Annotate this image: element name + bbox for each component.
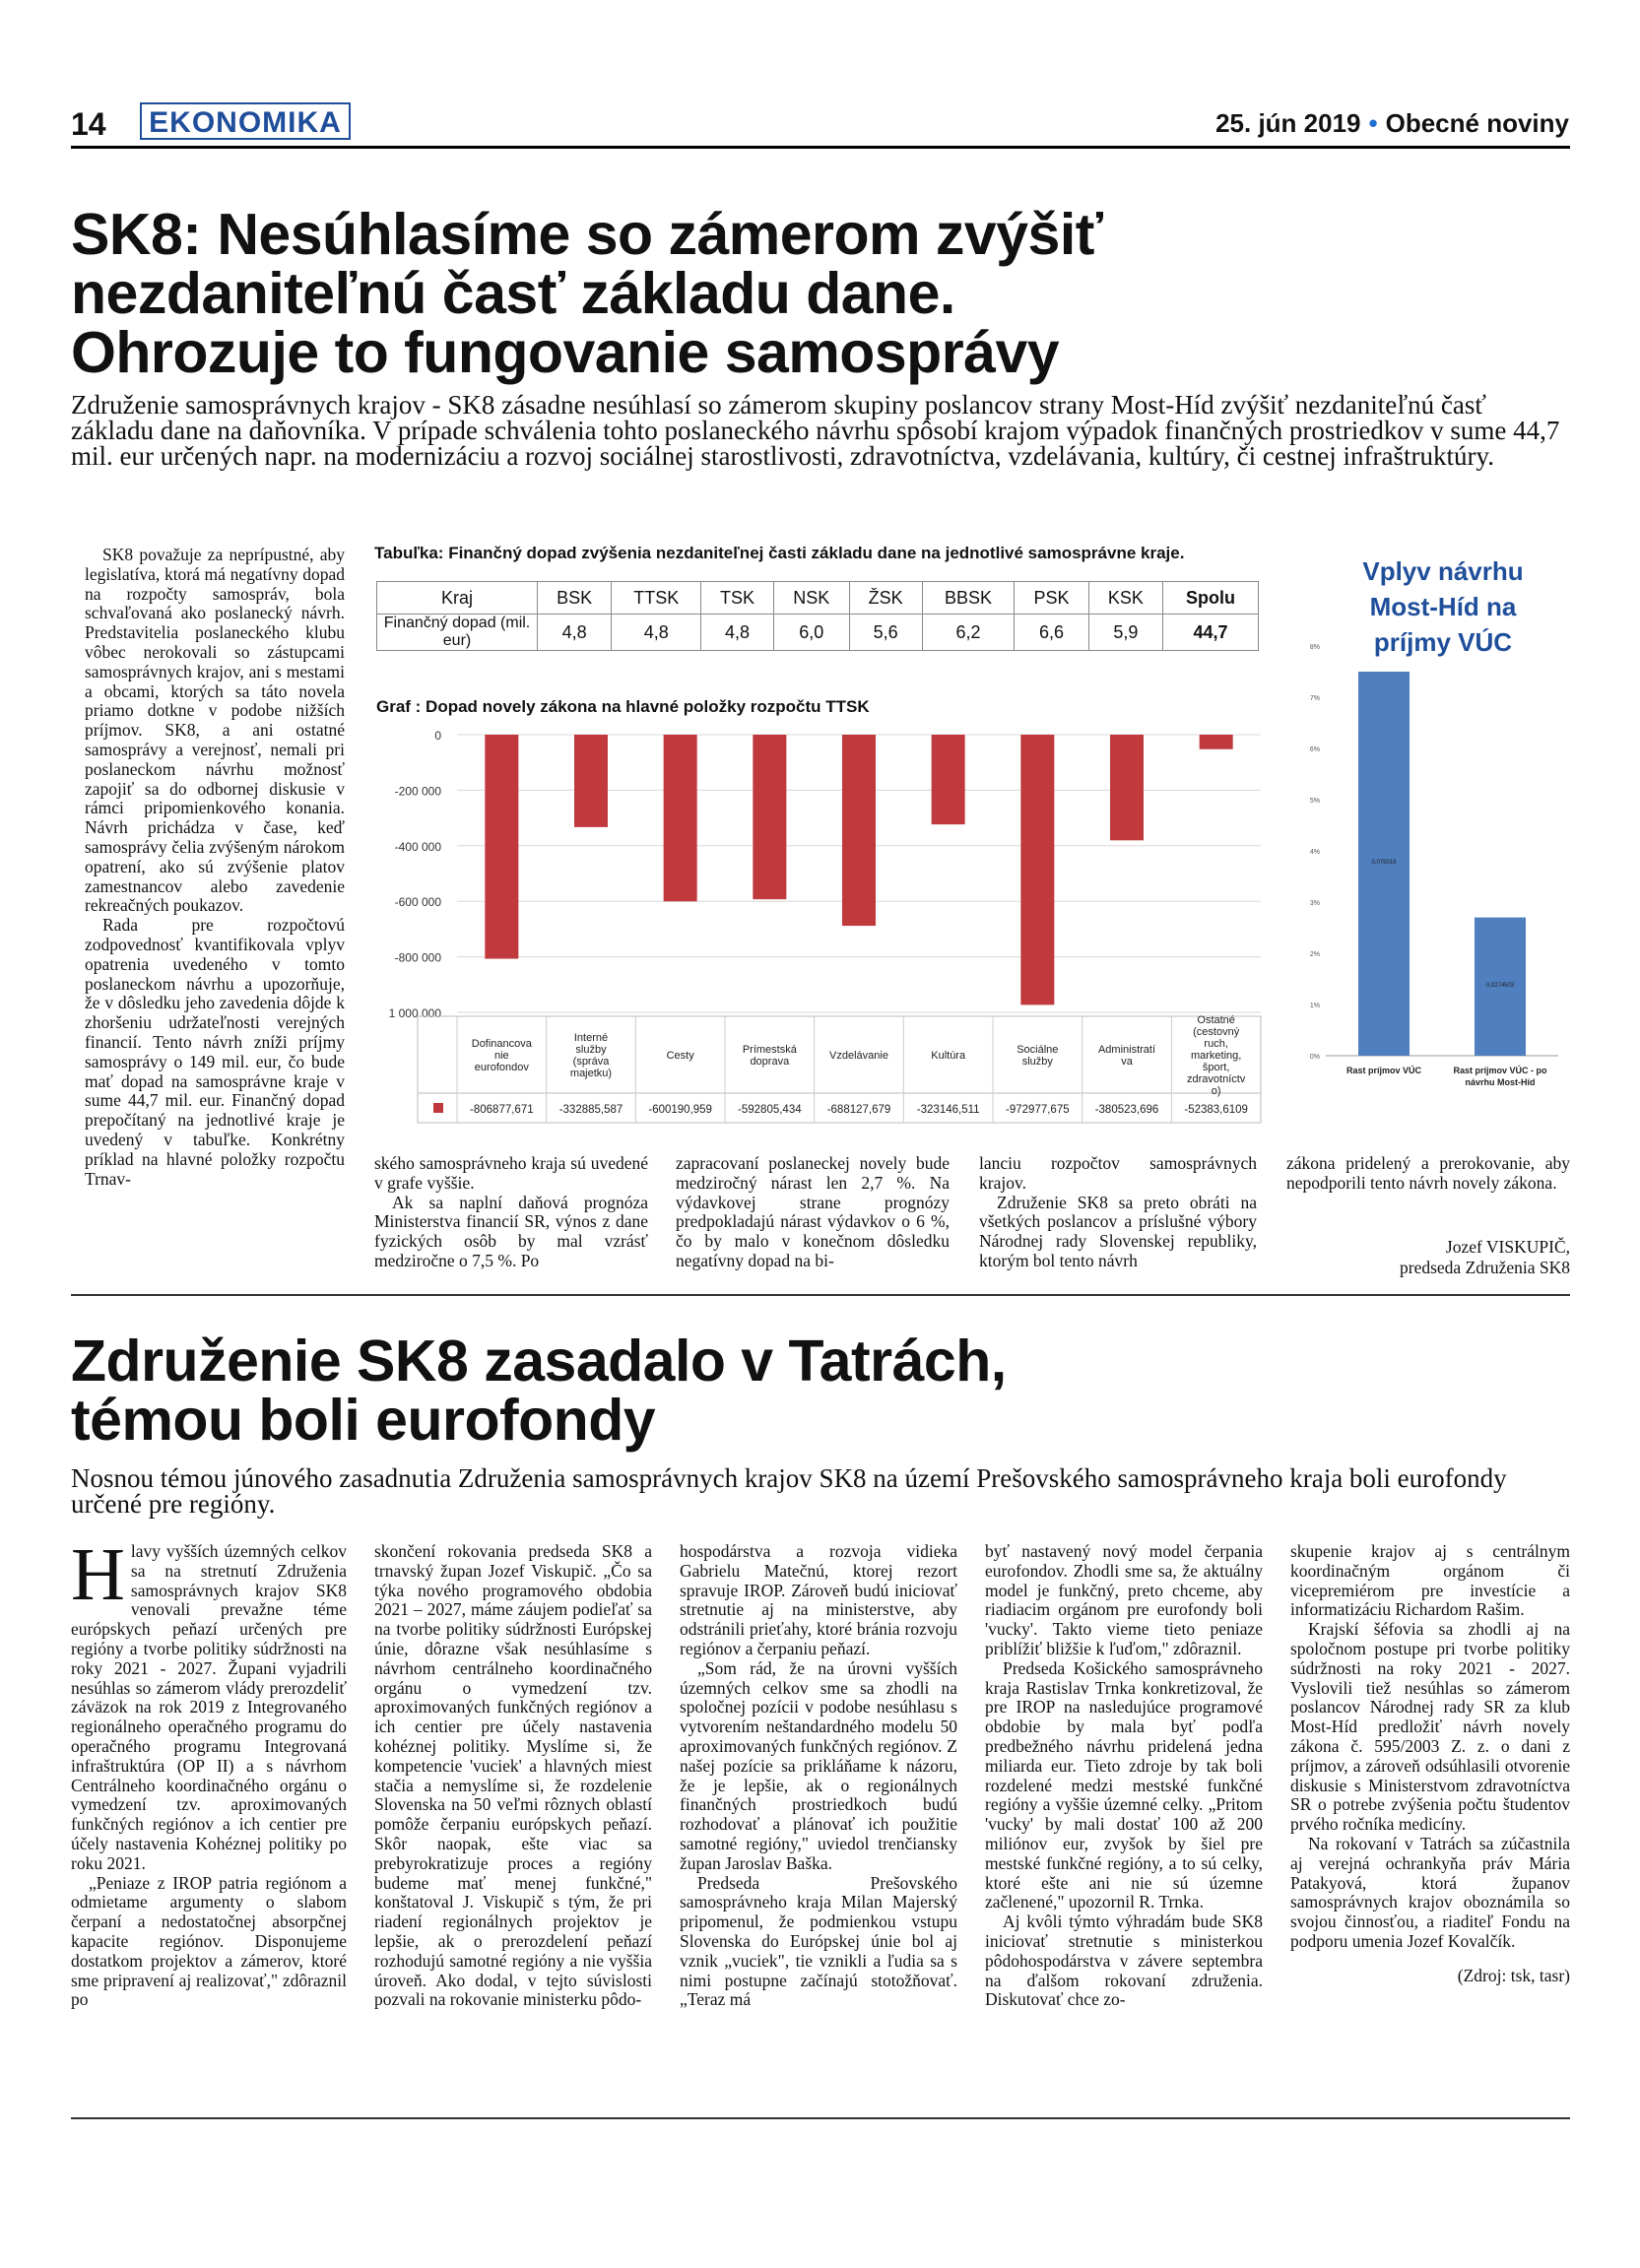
article2-col5 [1290,1542,1570,1986]
article2-headline-line2: témou boli eurofondy [71,1388,656,1453]
y-tick-label: 6% [1309,746,1320,753]
article1-lead: Združenie samosprávnych krajov - SK8 zásadne nesúhlasí so zámerom skupiny poslancov strany Most-Híd zvýšiť nezdaniteľnú časť základu dane na daňovníka. V prípade schválenia tohto poslaneckého návrhu spôsobí krajom výpadok finančných prostriedkov v sume 44,7 mil. eur určených napr. na modernizáciu a rozvoj sociálnej starostlivosti, zdravotníctva, vzdelávania, kultúry, či cestnej infraštruktúry. [71,390,1560,471]
table-cell: 44,7 [1163,615,1259,651]
table-cell: 5,9 [1088,615,1162,651]
table-header-cell: Spolu [1163,582,1259,615]
table-caption: Tabuľka: Finančný dopad zvýšenia nezdaniteľnej časti základu dane na jednotlivé samosprávne kraje. [374,544,1185,562]
article1-col2-p1: ského samosprávneho kraja sú uvedené v grafe vyššie. [374,1153,648,1193]
y-tick-label: 8% [1309,644,1320,651]
table-header-cell: NSK [773,582,849,615]
bar [1200,735,1233,749]
vuc-chart-panel [1300,553,1566,1144]
category-label: Sociálne služby [1017,1044,1059,1068]
article2-col1 [71,1533,347,2010]
ttsk-budget-chart [374,721,1271,1156]
category-label: Kultúra [931,1050,966,1062]
section-label: EKONOMIKA [140,102,351,140]
article1-col3-p1: zapracovaní poslaneckej novely bude medziročný nárast len 2,7 %. Na výdavkovej strane prognózy predpokladajú nárast výdavkov o 6 %, čo by malo v konečnom dôsledku negatívny dopad na bi- [676,1153,950,1270]
article2-lead: Nosnou témou júnového zasadnutia Združenia samosprávnych krajov SK8 na území Prešovského samosprávneho kraja boli eurofondy určené pre regióny. [71,1463,1507,1519]
article2-col4-p3: Aj kvôli týmto výhradám bude SK8 iniciovať stretnutie s ministerkou pôdohospodárstva v závere septembra na ďalšom rokovaní združenia. Diskutovať chce zo- [985,1912,1263,2010]
table-cell: 4,8 [538,615,612,651]
table-header-row [377,582,1259,615]
article2-col3-p1: hospodárstva a rozvoja vidieka Gabrielu Matečnú, ktorej rezort spravuje IROP. Zároveň budú iniciovať stretnutie aj na ministerstve, aby odstránili prieťahy, ktoré bránia rozvoju regiónov a čerpaniu peňazí. [680,1541,957,1658]
article1-col2-p2: Ak sa naplní daňová prognóza Ministerstva financií SR, výnos z dane fyzických osôb by mal vzrásť medziročne o 7,5 %. Po [374,1192,648,1270]
table-header-cell: BBSK [922,582,1015,615]
article2-col1-p2: „Peniaze z IROP patria regiónom a odmietame argumenty o slabom čerpaní a nedostatočnej absorpčnej kapacite regiónov. Disponujeme dostatkom projektov a zámerov, ktoré sme pripravení aj realizovať," zdôraznil po [71,1872,347,2010]
vuc-chart-title: Vplyv návrhu Most-Híd na príjmy VÚC [1362,556,1524,657]
value-label: -380523,696 [1094,1104,1159,1116]
value-label: -688127,679 [826,1104,891,1116]
article2-source: (Zdroj: tsk, tasr) [1457,1965,1570,1985]
article2-col4 [985,1542,1263,2010]
issue-date: 25. jún 2019 [1215,108,1361,138]
y-tick-label: 0% [1309,1054,1320,1061]
table-header-cell: KSK [1088,582,1162,615]
article1-col2 [374,1154,648,1271]
value-label: 0,0274503 [1485,982,1515,989]
table-cell: 6,0 [773,615,849,651]
table-header-cell: TTSK [612,582,701,615]
category-label: Rast príjmov VÚC - po návrhu Most-Híd [1453,1066,1547,1087]
y-tick-label: 3% [1309,900,1320,907]
bar [753,735,786,899]
article1-signature [1286,1237,1570,1278]
separator-dot: • [1368,108,1378,138]
value-label: -323146,511 [916,1104,980,1116]
y-tick-label: 1 000 000 [388,1006,441,1020]
article2-col4-p2: Predseda Košického samosprávneho kraja Rastislav Trnka konkretizoval, že pre IROP na nasledujúce programové obdobie by mala byť podľa predbežného návrhu pridelená jedna miliarda eur. Tieto zdroje by tak boli rozdelené medzi mestské funkčné regióny a vyššie územné celky. „Pritom 'vucky' by mali dostať 100 až 200 miliónov eur, zvyšok by šiel pre mestské funkčné regióny, a to sú celky, ktoré ešte ani nie sú územne začlenené," upozornil R. Trnka. [985,1657,1263,1912]
article1-headline-line1: SK8: Nesúhlasíme so zámerom zvýšiť [71,202,1103,267]
publication-name: Obecné noviny [1385,108,1569,138]
article1-col4-p2: Združenie SK8 sa preto obráti na všetkých poslancov a príslušné výbory Národnej rady Slovenskej republiky, ktorým bol tento návrh [979,1192,1257,1270]
issue-info [1215,108,1569,139]
table-row [377,615,1259,651]
bar [485,735,518,959]
article1-headline-line3: Ohrozuje to fungovanie samosprávy [71,320,1060,385]
table-cell: Finančný dopad (mil. eur) [377,615,538,651]
vuc-revenue-chart [1300,636,1566,1148]
value-label: -592805,434 [738,1104,802,1116]
ttsk-chart-title: Graf : Dopad novely zákona na hlavné položky rozpočtu TTSK [376,697,870,716]
y-tick-label: 4% [1309,849,1320,856]
article1-col5-p1: zákona pridelený a prerokovanie, aby nepodporili tento návrh novely zákona. [1286,1153,1570,1193]
bar [842,735,876,926]
value-label: -972977,675 [1006,1104,1070,1116]
region-impact-table [376,581,1259,651]
category-label: Administratí va [1097,1044,1156,1068]
header-rule [71,146,1570,149]
article1-headline-line2: nezdaniteľnú časť základu dane. [71,261,955,326]
article2-col1-p1 [71,1533,347,1874]
y-tick-label: 1% [1309,1003,1320,1009]
table-cell: 6,6 [1015,615,1088,651]
signature-name: Jozef VISKUPIČ, [1445,1237,1570,1257]
article2-col1-p1-text: lavy vyšších územných celkov sa na stretnutí Združenia samosprávnych krajov SK8 venovali prevažne téme európskych peňazí určených pre regióny a tvorbe politiky súdržnosti na roky 2021 - 2027. Župani vyjadrili nesúhlas so zámerom vlády prerozdeliť záväzok na rok 2019 z Integrovaného regionálneho operačného programu do operačného programu Integrovaná infraštruktúra (OP II) a s návrhom Centrálneho koordinačného orgánu o vymedzení tzv. aproximovaných funkčných regiónov a ich centier pre účely nastavenia Kohéznej politiky po roku 2021. [71,1541,347,1873]
table-header-cell: TSK [701,582,774,615]
value-label: -806877,671 [470,1104,534,1116]
category-label: Ostatné (cestovný ruch, marketing, šport, zdravotníctv o) [1187,1014,1246,1097]
y-tick-label: 0 [434,729,441,743]
table-header-cell: PSK [1015,582,1088,615]
article2-col4-p1: byť nastavený nový model čerpania eurofondov. Zhodli sme sa, že aktuálny model je funkčný, preto chceme, aby riadiacim orgánom pre eurofondy boli 'vucky'. Takto vieme tieto peniaze priblížiť bližšie k ľuďom," zdôraznil. [985,1541,1263,1658]
article2-col3-p2: „Som rád, že na úrovni vyšších územných celkov sme sa zhodli na spoločnej pozícii v podobe nesúhlasu s vytvorením neštandardného modelu 50 aproximovaných funkčných regiónov. Z našej pozície sa prikláňame k názoru, že je lepšie, ak o regionálnych finančných prostriedkoch budú rozhodovať a plánovať ich použitie samotné regióny," uviedol trenčiansky župan Jaroslav Baška. [680,1657,957,1873]
article2-col3-p3: Predseda Prešovského samosprávneho kraja Milan Majerský pripomenul, že podmienkou vstupu Slovenska do Európskej únie bol aj vznik „vuciek", tie vznikli a ľudia sa s nimi postupne začínajú stotožňovať. „Teraz má [680,1872,957,2010]
y-tick-label: -600 000 [394,895,441,910]
table-cell: 6,2 [922,615,1015,651]
bar [574,735,608,827]
value-label: -332885,587 [558,1104,623,1116]
y-tick-label: -400 000 [394,839,441,854]
article2-headline [71,1328,1548,1453]
article2-col2 [374,1542,652,2010]
category-label: Prímestská doprava [742,1044,797,1068]
bar [664,735,697,901]
article1-col4-p1: lanciu rozpočtov samosprávnych krajov. [979,1153,1257,1193]
value-label: 0,075018 [1371,860,1397,866]
category-label: Vzdelávanie [829,1050,888,1062]
value-label: -600190,959 [648,1104,712,1116]
signature-role: predseda Združenia SK8 [1400,1258,1570,1277]
article-divider [71,1294,1570,1296]
value-label: -52383,6109 [1184,1104,1248,1116]
article2-col5-p2: Krajskí šéfovia sa zhodli aj na spoločnom postupe pri tvorbe politiky súdržnosti na roky 2021 - 2027. Vyslovili tiež nesúhlas so zámerom poslancov Národnej rady SR za klub Most-Híd predložiť návrh novely zákona č. 595/2003 Z. z. o dani z príjmov, a zároveň odsúhlasili otvorenie diskusie s Ministerstvom zdravotníctva SR o potrebe zvýšenia počtu študentov prvého ročníka medicíny. [1290,1619,1570,1835]
category-label: Dofinancova nie eurofondov [471,1038,532,1073]
article1-col1-p2: Rada pre rozpočtovú zodpovednosť kvantifikovala vplyv opatrenia uvedeného v tomto poslaneckom návrhu a upozorňuje, že v dôsledku jeho zavedenia dôjde k zhoršeniu udržateľnosti verejných financií. Tento návrh zníži príjmy samosprávy o 149 mil. eur, čo bude mať dopad na samosprávne kraje v sume 44,7 mil. eur. Finančný dopad prepočítaný na jednotlivé kraje je uvedený v tabuľke. Konkrétny príklad na hlavné položky rozpočtu Trnav- [85,915,345,1189]
page-number: 14 [71,106,106,142]
article1-col1-p1: SK8 považuje za neprípustné, aby legislatíva, ktorá má negatívny dopad na rozpočty samospráv, bola schvaľovaná ako poslanecký návrh. Predstavitelia poslaneckého klubu vôbec nerokovali so zástupcami samosprávnych krajov, ani s mestami a obcami, ktorých sa táto novela priamo dotkne v podobe nižších príjmov. SK8, a ani ostatné samosprávy a verejnosť, nemali pri poslaneckom návrhu možnosť zapojiť sa do odbornej diskusie v rámci pripomienkového konania. Návrh prichádza v čase, keď samosprávy čelia zvýšeným nárokom opatrení, ako sú zvýšenie platov zamestnancov alebo zavedenie rekreačných poukazov. [85,545,345,916]
drop-cap: H [71,1533,125,1616]
category-label: Interné služby (správa majetku) [569,1032,613,1079]
table-cell: 4,8 [612,615,701,651]
article1-col4 [979,1154,1257,1271]
article1-headline [71,202,1548,385]
article2-headline-line1: Združenie SK8 zasadalo v Tatrách, [71,1328,1007,1393]
article1-col3 [676,1154,950,1271]
table-header-cell: ŽSK [849,582,922,615]
y-tick-label: -200 000 [394,784,441,799]
article2-col2-p1: skončení rokovania predseda SK8 a trnavský župan Jozef Viskupič. „Čo sa týka nového programového obdobia 2021 – 2027, máme záujem podieľať sa na tvorbe politiky súdržnosti Európskej únie, dôrazne však nesúhlasíme s návrhom centrálneho koordinačného orgánu o vymedzení tzv. aproximovaných funkčných regiónov a ich centier pre účely nastavenia kohéznej politiky. Myslíme si, že kompetencie 'vuciek' a hlavných miest stačia a nemyslíme si, že rozdelenie Slovenska na 50 veľmi rôznych oblastí pomôže čerpaniu európskych peňazí. Skôr naopak, ešte viac sa prebyrokratizuje proces a regióny budeme mať menej funkčné," konštatoval J. Viskupič s tým, že pri riadení regionálnych projektov je lepšie, ak o prerozdelení peňazí rozhodujú samotné regióny a nie vyššia úroveň. Ako dodal, v tejto súvislosti pozvali na rokovanie ministerku pôdo- [374,1541,652,2010]
category-label: Cesty [666,1050,694,1062]
bar [932,735,965,824]
article2-col5-p3: Na rokovaní v Tatrách sa zúčastnila aj verejná ochrankyňa práv Mária Patakyová, ktorá županov samosprávnych krajov oboznámila so svojou činnosťou, a riaditeľ Fondu na podporu umenia Jozef Kovalčík. [1290,1833,1570,1951]
y-tick-label: 5% [1309,798,1320,805]
article2-col3 [680,1542,957,2010]
article1-col5 [1286,1154,1570,1194]
table-cell: 4,8 [701,615,774,651]
category-label: Rast príjmov VÚC [1345,1066,1422,1075]
bar [1020,735,1054,1004]
table-cell: 5,6 [849,615,922,651]
article2-col5-p1: skupenie krajov aj s centrálnym koordinačným orgánom či vicepremiérom pre investície a informatizáciu Richardom Rašim. [1290,1541,1570,1620]
footer-rule [71,2117,1570,2119]
y-tick-label: -800 000 [394,950,441,965]
legend-swatch [433,1103,443,1113]
y-tick-label: 2% [1309,951,1320,958]
article1-col1 [85,546,345,1189]
bar [1110,735,1144,840]
table-header-cell: BSK [538,582,612,615]
y-tick-label: 7% [1309,695,1320,702]
table-header-cell: Kraj [377,582,538,615]
